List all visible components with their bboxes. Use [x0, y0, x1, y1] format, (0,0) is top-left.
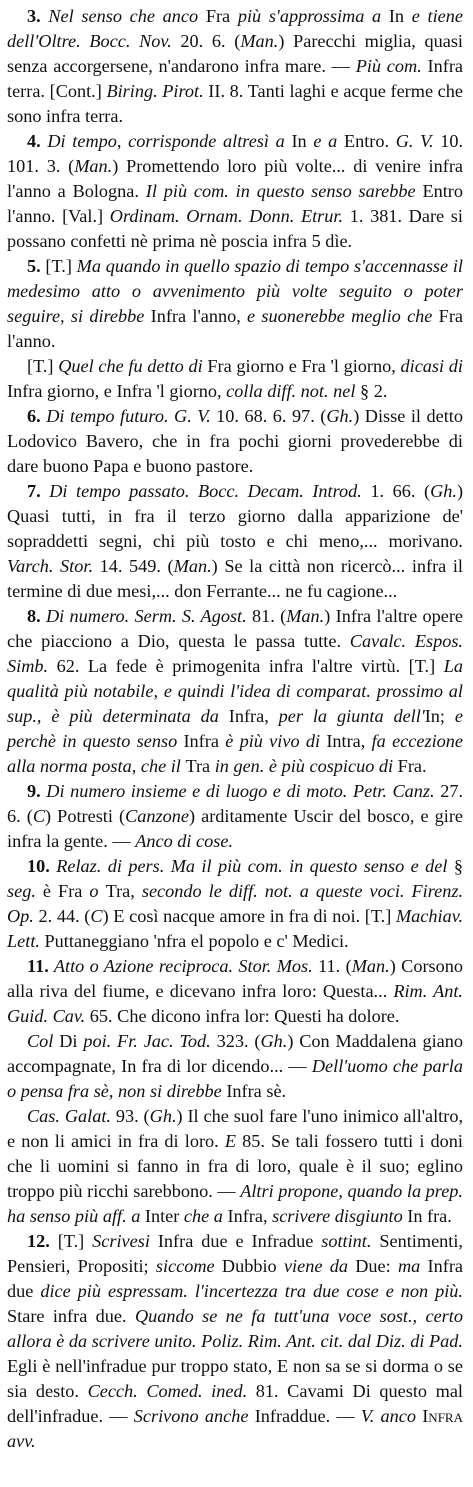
dictionary-entry — [7, 404, 463, 479]
section-number: 7. — [27, 481, 41, 501]
section-number: 3. — [27, 6, 41, 26]
section-number: 6. — [27, 406, 41, 426]
italic-text-run: Anco di cose. — [135, 831, 234, 851]
text-run: [T.] — [27, 356, 59, 376]
italic-text-run: Relaz. di pers. Ma il più com. in questo senso e del — [49, 856, 448, 876]
italic-text-run: secondo le diff. not. a queste voci. Firenz. Op. — [7, 881, 464, 926]
italic-text-run: Man. — [173, 556, 212, 576]
italic-text-run: Scrivono anche — [133, 1406, 255, 1426]
italic-text-run: Biring. Pirot. — [106, 81, 204, 101]
italic-text-run: Di numero. Serm. S. Agost. — [40, 606, 247, 626]
italic-text-run: Cas. Galat. — [27, 1106, 111, 1126]
text-run: Infra giorno, e Infra 'l giorno, — [7, 381, 227, 401]
italic-text-run: e suonerebbe meglio che — [240, 306, 439, 326]
italic-text-run: siccome — [155, 1256, 222, 1276]
text-run: Inter — [144, 1206, 184, 1226]
dictionary-entry — [7, 1229, 463, 1454]
dictionary-entry — [7, 4, 463, 129]
dictionary-entry — [7, 779, 463, 854]
italic-text-run: Cavalc. Espos. Simb. — [7, 631, 463, 676]
section-number: 11. — [27, 956, 49, 976]
italic-text-run: Varch. Stor. — [7, 556, 94, 576]
text-run: 10. 101. 3. ( — [7, 131, 464, 176]
italic-text-run: più s'approssima a — [237, 6, 389, 26]
text-run: Entro. — [343, 131, 390, 151]
text-run: Tra — [185, 756, 215, 776]
italic-text-run: dicasi di — [400, 356, 463, 376]
italic-text-run: Di numero insieme e di luogo e di moto. Petr. Canz. — [40, 781, 435, 801]
text-run: In — [291, 131, 307, 151]
text-run: 93. ( — [110, 1106, 150, 1126]
text-run: Infra — [422, 1406, 463, 1426]
text-run: § — [447, 856, 463, 876]
text-run: Dubbio — [221, 1256, 284, 1276]
italic-text-run: Scrivesi — [92, 1231, 158, 1251]
italic-text-run: Gh. — [260, 1031, 288, 1051]
italic-text-run: V. anco — [360, 1406, 423, 1426]
italic-text-run: Man. — [74, 156, 113, 176]
italic-text-run: Più com. — [355, 56, 422, 76]
italic-text-run: fa eccezione alla norma posta, che il — [7, 731, 464, 776]
section-number: 4. — [27, 131, 41, 151]
italic-text-run: poi. Fr. Jac. Tod. — [83, 1031, 211, 1051]
italic-text-run: Quando se ne fa tutt'una voce sost., certo allora è da scrivere unito. Poliz. Rim. Ant. cit. dal Diz. di Pad. — [7, 1306, 463, 1351]
section-number: 10. — [27, 856, 50, 876]
italic-text-run: Man. — [240, 31, 279, 51]
text-run: ) Il che suol fare l'uno inimico all'altro, e non li amici in fra di loro. — [7, 1106, 464, 1151]
text-run: ) arditamente Uscir del bosco, e gire infra la gente. — — [7, 806, 464, 851]
italic-text-run: che a — [183, 1206, 228, 1226]
text-run: è — [35, 881, 59, 901]
text-run: Stare infra due. — [7, 1306, 135, 1326]
text-run: 1. 66. ( — [361, 481, 431, 501]
text-run: 27. 6. ( — [7, 781, 464, 826]
italic-text-run: C — [90, 906, 103, 926]
italic-text-run: Man. — [351, 956, 390, 976]
italic-text-run: scrivere disgiunto — [272, 1206, 408, 1226]
text-run: Entro l'anno. [Val.] — [7, 181, 463, 226]
text-run: 11. ( — [312, 956, 352, 976]
text-run: In fra. — [407, 1206, 452, 1226]
text-run: Infra sè. — [226, 1081, 287, 1101]
text-run: In — [388, 6, 405, 26]
italic-text-run: Man. — [286, 606, 325, 626]
italic-text-run: o — [89, 881, 106, 901]
text-run: ) Corsono alla riva del fiume, e dicevano infra loro: Questa... — [7, 956, 464, 1001]
text-run: Fra. — [397, 756, 427, 776]
dictionary-entry — [7, 354, 463, 404]
text-run: 81. Cavami Di questo mal dell'infradue. — — [7, 1381, 463, 1426]
italic-text-run: avv. — [7, 1431, 36, 1451]
italic-text-run: Il più com. in questo senso sarebbe — [145, 181, 423, 201]
text-run: 20. 6. ( — [171, 31, 241, 51]
italic-text-run: Rim. Ant. Guid. Cav. — [7, 981, 463, 1026]
italic-text-run: dice più espressam. l'incertezza tra due cose e non più. — [40, 1281, 463, 1301]
italic-text-run: e a — [306, 131, 344, 151]
text-run: Due: — [355, 1256, 398, 1276]
dictionary-entry — [7, 604, 463, 779]
text-run: Di — [59, 1031, 84, 1051]
text-run: Infraddue. — — [254, 1406, 361, 1426]
text-run: 1. 381. Dare si possano confetti nè prima nè poscia infra 5 dìe. — [7, 206, 463, 251]
italic-text-run: Atto o Azione reciproca. Stor. Mos. — [48, 956, 313, 976]
text-run: ) Quasi tutti, in fra il terzo giorno dalla apparizione de' sopraddetti segni, chi più tosto e chi meno,... morivano. — [7, 481, 464, 551]
text-run: ) Disse il detto Lodovico Bavero, che in fra pochi giorni provederebbe di dare buono Papa e buono pastore. — [7, 406, 463, 476]
text-run: Egli è nell'infradue pur troppo stato, E non sa se si dorma o se sia desto. — [7, 1356, 463, 1401]
text-run: II. 8. Tanti laghi e acque ferme che sono infra terra. — [7, 81, 463, 126]
text-run: Infra l'anno, — [150, 306, 241, 326]
italic-text-run: Gh. — [326, 406, 354, 426]
text-run: Infra due e Infradue — [157, 1231, 322, 1251]
dictionary-entry — [7, 1029, 463, 1104]
italic-text-run: E — [224, 1131, 237, 1151]
text-run: 85. Se tali fossero tutti i doni che li uomini si fanno in fra di loro, quale è il suo; eglino troppo più ricchi sarebbono. — — [7, 1131, 463, 1201]
italic-text-run: per la giunta dell' — [278, 706, 425, 726]
text-run: ) Potresti ( — [45, 806, 126, 826]
text-run: [T.] — [49, 1231, 93, 1251]
dictionary-entry — [7, 1104, 463, 1229]
italic-text-run: seg. — [7, 881, 36, 901]
italic-text-run: Canzone — [125, 806, 189, 826]
italic-text-run: sottint. — [321, 1231, 372, 1251]
italic-text-run: Di tempo passato. Bocc. Decam. Introd. — [40, 481, 362, 501]
text-run: 81. ( — [246, 606, 287, 626]
text-run: ) Se la città non ricercò... infra il termine di due mesi,... don Ferrante... ne fu cagione... — [7, 556, 464, 601]
text-run: ) Promettendo loro più volte... di venire infra l'anno a Bologna. — [7, 156, 464, 201]
text-run: [T.] — [40, 256, 77, 276]
text-run: Fra — [58, 881, 90, 901]
section-number: 9. — [27, 781, 41, 801]
italic-text-run: e tiene dell'Oltre. Bocc. Nov. — [7, 6, 463, 51]
text-run: § 2. — [355, 381, 388, 401]
italic-text-run: colla diff. not. nel — [226, 381, 356, 401]
italic-text-run: G. V. — [389, 131, 434, 151]
text-run: Infra due — [7, 1256, 464, 1301]
italic-text-run: viene da — [283, 1256, 356, 1276]
italic-text-run: Di tempo futuro. G. V. — [40, 406, 211, 426]
text-run: Infra, — [228, 706, 279, 726]
dictionary-entry — [7, 954, 463, 1029]
dictionary-entry — [7, 854, 463, 954]
italic-text-run: Nel senso che anco — [40, 6, 206, 26]
italic-text-run: in gen. è più cospicuo di — [214, 756, 398, 776]
text-run: 2. 44. ( — [33, 906, 91, 926]
italic-text-run: Machiav. Lett. — [7, 906, 464, 951]
text-run: 14. 549. ( — [93, 556, 174, 576]
italic-text-run: Gh. — [149, 1106, 177, 1126]
section-number: 12. — [27, 1231, 50, 1251]
text-run: 65. Che dicono infra lor: Questi ha dolore. — [85, 1006, 400, 1026]
text-run: Intra, — [326, 731, 372, 751]
text-run: Fra l'anno. — [7, 306, 463, 351]
dictionary-entry — [7, 129, 463, 254]
text-run: ) E così nacque amore in fra di noi. [T.] — [102, 906, 396, 926]
text-run: Infra — [183, 731, 226, 751]
text-run: Sentimenti, Pensieri, Propositi; — [7, 1231, 463, 1276]
italic-text-run: Altri propone, quando la prep. ha senso più aff. a — [7, 1181, 463, 1226]
text-run: Infra terra. [Cont.] — [7, 56, 464, 101]
italic-text-run: C — [32, 806, 46, 826]
text-run: ) Infra l'altre opere che piacciono a Dio, questa le passa tutte. — [7, 606, 464, 651]
italic-text-run: Ma quando in quello spazio di tempo s'accennasse il medesimo atto o avvenimento più volte seguito o poter seguire, si direbbe — [7, 256, 463, 326]
text-run: In; — [424, 706, 455, 726]
italic-text-run: Di tempo, corrisponde altresì a — [40, 131, 292, 151]
text-run: ) Parecchi miglia, quasi senza accorgersene, n'andarono infra mare. — — [7, 31, 463, 76]
italic-text-run: Quel che fu detto di — [58, 356, 208, 376]
text-run: Tra, — [105, 881, 142, 901]
italic-text-run: e perchè in questo senso — [7, 706, 463, 751]
dictionary-entry — [7, 254, 463, 354]
italic-text-run: La qualità più notabile, e quindi l'idea di comparat. prossimo al sup., è più determinata da — [7, 656, 463, 726]
section-number: 8. — [27, 606, 41, 626]
italic-text-run: Col — [27, 1031, 60, 1051]
italic-text-run: Dell'uomo che parla o pensa fra sè, non si direbbe — [7, 1056, 463, 1101]
dictionary-entry — [7, 479, 463, 604]
text-run: Infra, — [227, 1206, 273, 1226]
text-run: 10. 68. 6. 97. ( — [210, 406, 327, 426]
text-run: 62. La fede è primogenita infra l'altre virtù. [T.] — [48, 656, 444, 676]
italic-text-run: Gh. — [430, 481, 457, 501]
text-run: Fra — [205, 6, 238, 26]
text-run: Puttaneggiano 'nfra el popolo e c' Medici. — [39, 931, 349, 951]
italic-text-run: Cecch. Comed. ined. — [87, 1381, 248, 1401]
italic-text-run: Ordinam. Ornam. Donn. Etrur. — [109, 206, 344, 226]
italic-text-run: ma — [397, 1256, 428, 1276]
text-run: 323. ( — [210, 1031, 261, 1051]
text-run: ) Con Maddalena giano accompagnate, In fra di lor dicendo... — — [7, 1031, 463, 1076]
text-run: Fra giorno e Fra 'l giorno, — [207, 356, 401, 376]
italic-text-run: è più vivo di — [225, 731, 327, 751]
section-number: 5. — [27, 256, 41, 276]
